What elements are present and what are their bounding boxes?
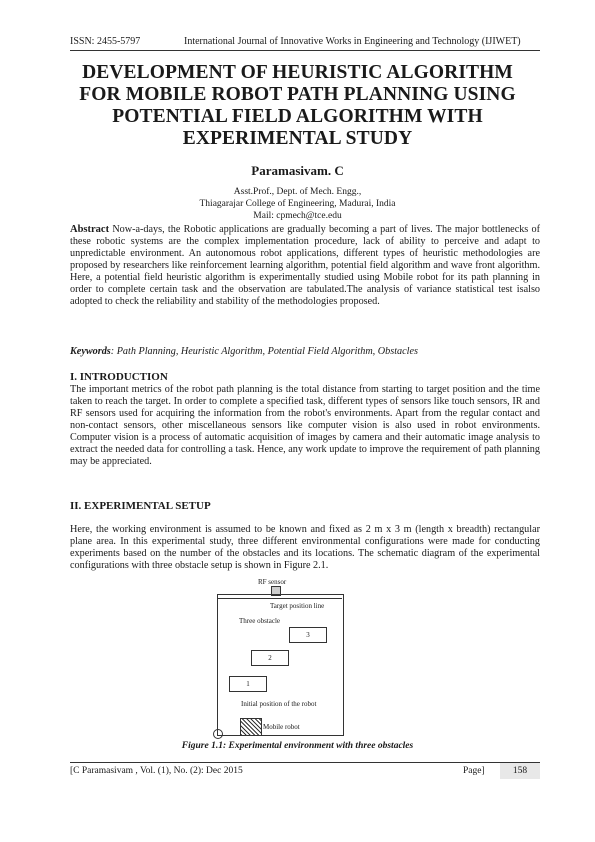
introduction-text: The important metrics of the robot path planning is the total distance from starting to target position and the time taken to reach the target. In order to complete a specified task, different types of sensors like touch sensors, IR and RF sensors used for acquiring the information from the robot's environments. Apart from the regular contact and non-contact sensors, other miscellaneous sensors like computer vision is also used in robot environments. Computer vision is a process of automatic acquisition of images by camera and their automatic image analysis to extract the needed data for controlling a task. Hence, any work update to improve the requirement of path planning may be appreciated. — [70, 384, 540, 467]
mobile-robot-icon — [240, 718, 262, 736]
initial-position-label: Initial position of the robot — [241, 700, 317, 708]
page-number: 158 — [500, 763, 540, 779]
page-footer — [70, 762, 540, 779]
footer-citation: [C Paramasivam , Vol. (1), No. (2): Dec 2015 — [70, 766, 243, 776]
mobile-robot-label: Mobile robot — [263, 723, 300, 731]
section-heading-experimental-setup: II. EXPERIMENTAL SETUP — [70, 500, 211, 512]
paper-title: DEVELOPMENT OF HEURISTIC ALGORITHM FOR MOBILE ROBOT PATH PLANNING USING POTENTIAL FIELD ALGORITHM WITH EXPERIMENTAL STUDY — [79, 62, 516, 149]
affiliation-email: Mail: cpmech@tce.edu — [253, 211, 342, 221]
abstract-text: Now-a-days, the Robotic applications are gradually becoming a part of lives. The major bottlenecks of these robotic systems are the complex implementation procedure, lack of ability to perceive and adapt to unpredictable environment. An autonomous robot applications, different types of heuristic methodologies are proposed by researchers like reinforcement learning algorithm, potential field algorithm and wave front algorithm. Here, a potential field heuristic algorithm is experimentally studied using Mobile robot for its path planning in order to complete certain task and the observation are tabulated.The analysis of variance statistical test isalso adopted to check the reliability and stability of the methodologies proposed. — [70, 224, 540, 307]
obstacle-3: 3 — [289, 627, 327, 643]
footer-page-label: Page] — [463, 766, 485, 776]
journal-name: International Journal of Innovative Works in Engineering and Technology (IJIWET) — [184, 36, 521, 47]
abstract — [70, 224, 540, 308]
section-heading-introduction: I. INTRODUCTION — [70, 371, 168, 383]
figure-caption: Figure 1.1: Experimental environment with three obstacles — [181, 741, 414, 751]
running-header — [70, 36, 540, 51]
target-position-line — [217, 598, 342, 599]
keywords-text: : Path Planning, Heuristic Algorithm, Potential Field Algorithm, Obstacles — [110, 346, 418, 357]
origin-marker-icon — [213, 729, 223, 739]
issn: ISSN: 2455-5797 — [70, 36, 141, 47]
affiliation-line-2: Thiagarajar College of Engineering, Madurai, India — [199, 199, 396, 209]
three-obstacle-label: Three obstacle — [239, 617, 281, 625]
author: Paramasivam. C — [251, 163, 344, 178]
rf-sensor-label: RF sensor — [258, 578, 287, 586]
experimental-setup-text: Here, the working environment is assumed to be known and fixed as 2 m x 3 m (length x breadth) rectangular plane area. In this experimental study, three different environmental configurations were made for conducting experiments based on the number of the obstacles and its locations. The schematic diagram of the experimental configurations with three obstacle setup is shown in Figure 2.1. — [70, 524, 540, 571]
obstacle-1: 1 — [229, 676, 267, 692]
affiliation-line-1: Asst.Prof., Dept. of Mech. Engg., — [233, 187, 362, 197]
abstract-label: Abstract — [70, 224, 110, 235]
keywords — [70, 346, 540, 357]
keywords-label: Keywords — [70, 346, 111, 357]
target-line-label: Target position line — [270, 602, 325, 610]
obstacle-2: 2 — [251, 650, 289, 666]
